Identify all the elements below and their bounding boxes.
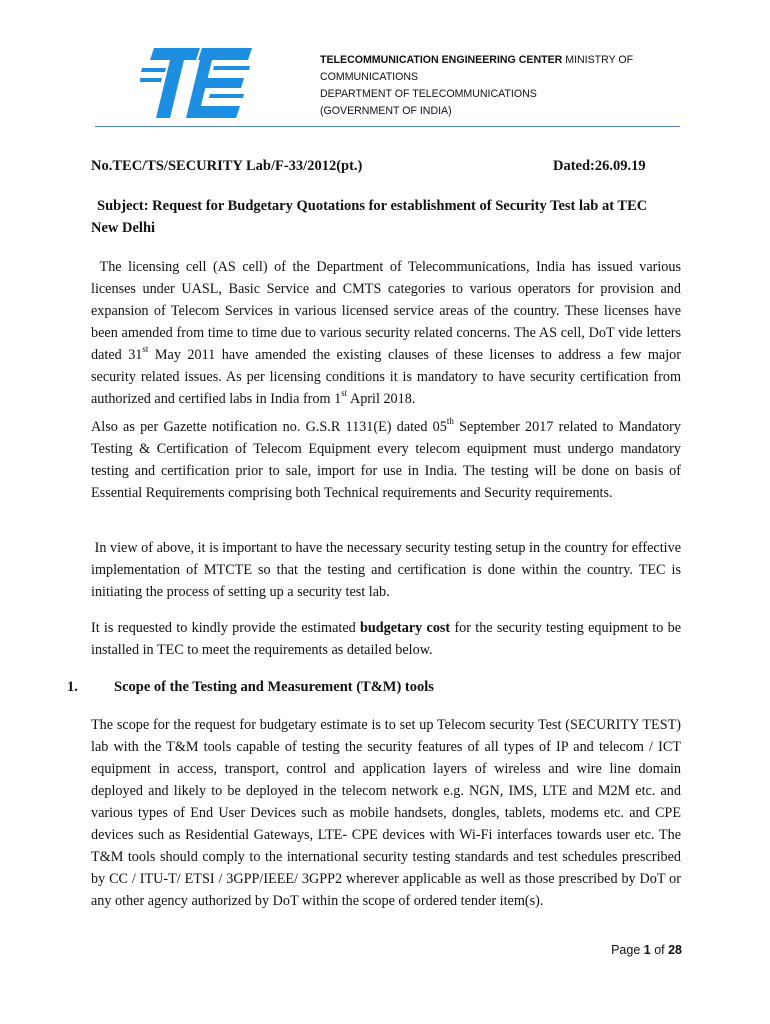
tec-logo (140, 44, 258, 122)
paragraph-3: In view of above, it is important to have the necessary security testing setup in the country for effective implementation of MTCTE so that the testing and certification is done within the country. TEC is initiating the process of setting up a security test lab. (91, 540, 681, 600)
organization-block (320, 52, 680, 120)
paragraph-4: It is requested to kindly provide the estimated budgetary cost for the security testing equipment to be installed in TEC to meet the requirements as detailed below. (91, 620, 681, 658)
page-number: Page 1 of 28 (611, 943, 682, 957)
paragraph-2: Also as per Gazette notification no. G.S.R 1131(E) dated 05th September 2017 related to Mandatory Testing & Certification of Telecom Equipment every telecom equipment must undergo mandatory testing and certification prior to sale, import for use in India. The testing will be done on basis of Essential Requirements comprising both Technical requirements and Security requirements. (91, 416, 681, 501)
subject-line: Subject: Request for Budgetary Quotations for establishment of Security Test lab at TEC New Delhi (91, 198, 648, 236)
section-title: Scope of the Testing and Measurement (T&M) tools (114, 679, 434, 695)
org-line-4: (GOVERNMENT OF INDIA) (320, 105, 452, 117)
paragraph-1: The licensing cell (AS cell) of the Department of Telecommunications, India has issued various licenses under UASL, Basic Service and CMTS categories to various operators for provision and expansion of Telecom Services in various licensed service areas of the country. These licenses have been amended from time to time due to various security related concerns. The AS cell, DoT vide letters dated 31st May 2011 have amended the existing clauses of these licenses to address a few major security related issues. As per licensing conditions it is mandatory to have security certification from authorized and certified labs in India from 1st April 2018. (91, 259, 681, 407)
org-line-1: TELECOMMUNICATION ENGINEERING CENTER MINISTRY OF (320, 54, 634, 66)
header-divider (95, 126, 680, 127)
section-number: 1. (67, 679, 78, 695)
reference-date: Dated:26.09.19 (553, 158, 646, 174)
reference-number: No.TEC/TS/SECURITY Lab/F-33/2012(pt.) (91, 158, 363, 174)
org-line-2: COMMUNICATIONS (320, 71, 419, 83)
section-1-body: The scope for the request for budgetary estimate is to set up Telecom security Test (SECURITY TEST) lab with the T&M tools capable of testing the security features of all types of IP and telecom / ICT equipment in access, transport, control and application layers of wireless and wire line domain deployed and likely to be deployed in the telecom network e.g. NGN, IMS, LTE and M2M etc. and various types of End User Devices such as mobile handsets, dongles, tablets, modems etc. and CPE devices such as Residential Gateways, LTE- CPE devices with Wi-Fi interfaces towards user etc. The T&M tools should comply to the international security testing standards and test schedules prescribed by CC / ITU-T/ ETSI / 3GPP/IEEE/ 3GPP2 wherever applicable as well as those prescribed by DoT or any other agency authorized by DoT within the scope of ordered tender item(s). (91, 717, 681, 909)
org-line-3: DEPARTMENT OF TELECOMMUNICATIONS (320, 88, 537, 100)
